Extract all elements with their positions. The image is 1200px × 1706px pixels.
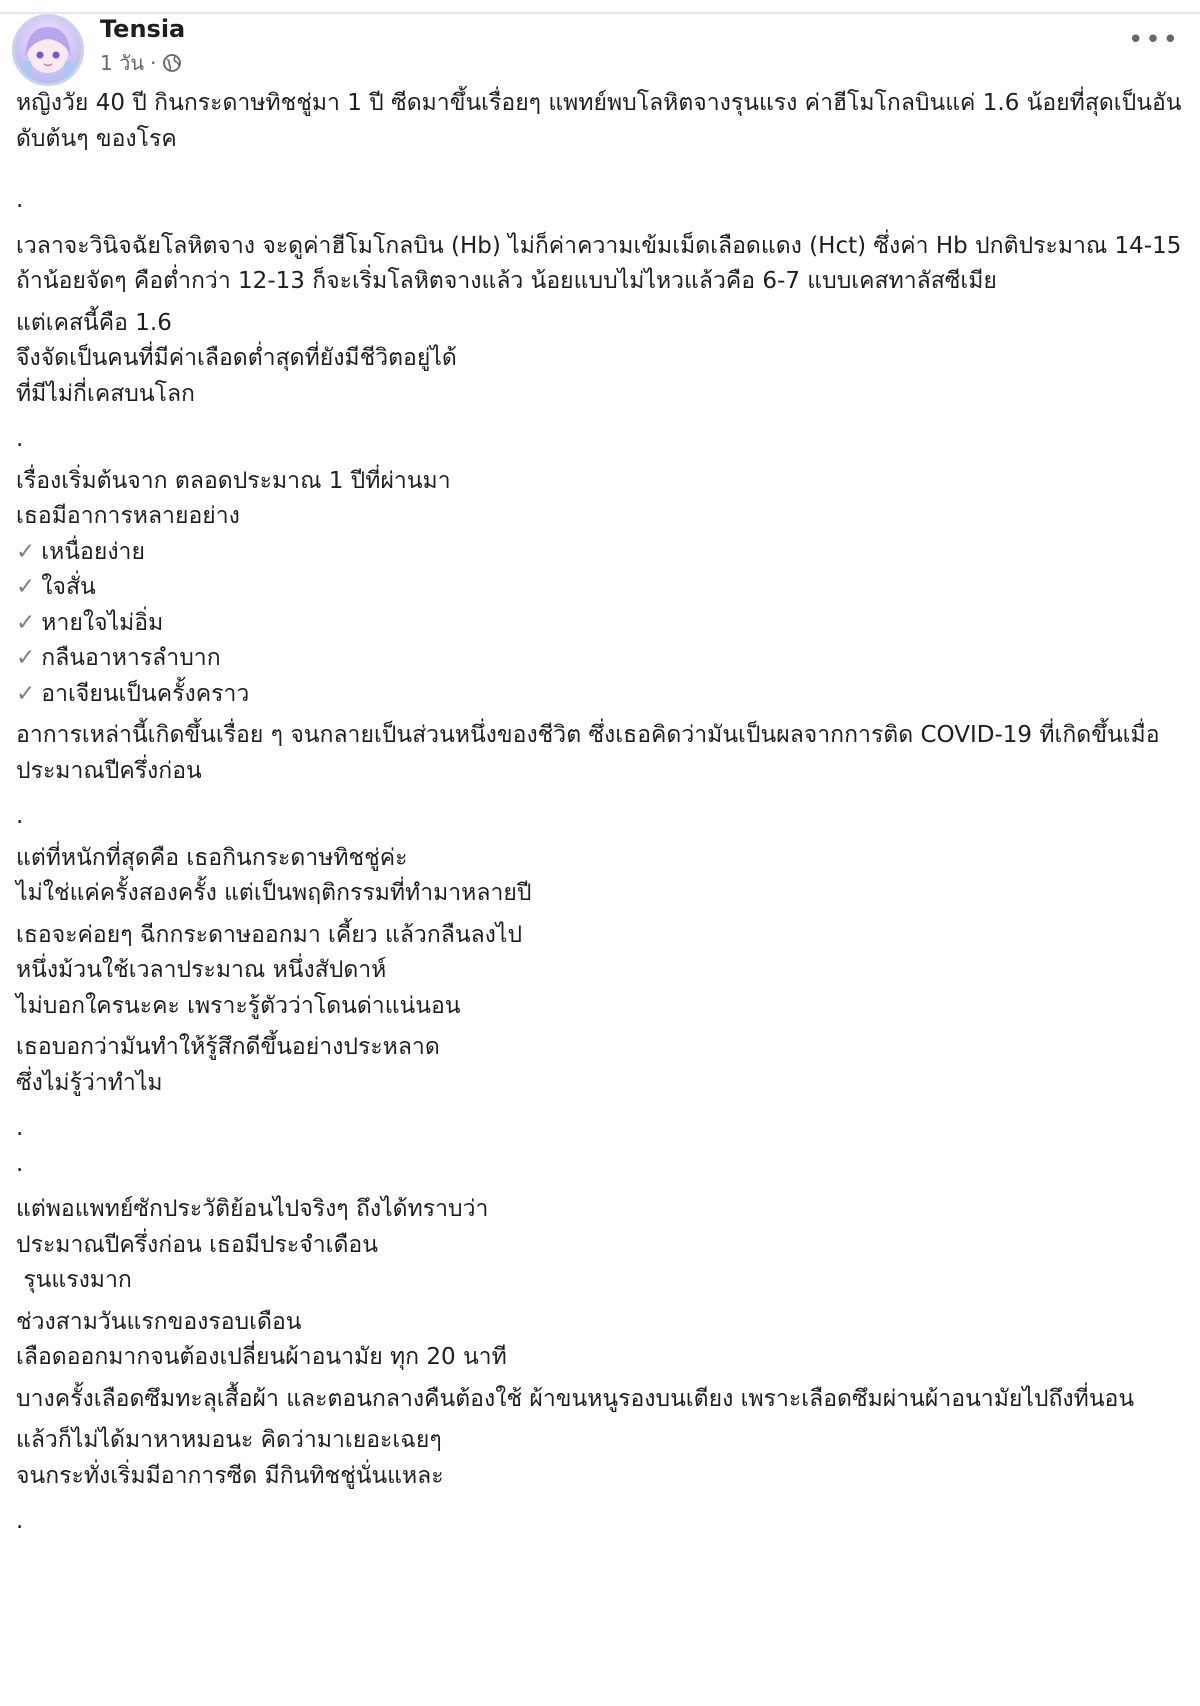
paragraph-12: แล้วก็ไม่ได้มาหาหมอนะ คิดว่ามาเยอะเฉยๆ จนกระทั่งเริ่มมีอาการซีด มีกินทิชชู่นั่นแหละ bbox=[16, 1427, 444, 1489]
post-header bbox=[12, 14, 1188, 84]
paragraph-5: อาการเหล่านี้เกิดขึ้นเรื่อย ๆ จนกลายเป็นส่วนหนึ่งของชีวิต ซึ่งเธอคิดว่ามันเป็นผลจากการติด COVID-19 ที่เกิดขึ้นเมื่อประมาณปีครึ่งก่อน bbox=[16, 722, 1160, 784]
separator-dot-6: . bbox=[16, 1508, 24, 1534]
check-mark-icon: ✓ bbox=[16, 680, 36, 707]
separator-dot-1: . bbox=[16, 187, 24, 213]
paragraph-1: หญิงวัย 40 ปี กินกระดาษทิชชู่มา 1 ปี ซีดมาขึ้นเรื่อยๆ แพทย์พบโลหิตจางรุนแรง ค่าฮีโมโกลบินแค่ 1.6 น้อยที่สุดเป็นอันดับต้นๆ ของโรค bbox=[16, 90, 1182, 152]
check-mark-icon: ✓ bbox=[16, 538, 36, 565]
paragraph-8: เธอบอกว่ามันทำให้รู้สึกดีขึ้นอย่างประหลาด ซึ่งไม่รู้ว่าทำไม bbox=[16, 1034, 440, 1096]
avatar-image bbox=[15, 17, 81, 83]
paragraph-4: เรื่องเริ่มต้นจาก ตลอดประมาณ 1 ปีที่ผ่านมา เธอมีอาการหลายอย่าง bbox=[16, 467, 451, 529]
check-mark-icon: ✓ bbox=[16, 574, 36, 600]
author-name[interactable]: Tensia bbox=[100, 15, 186, 43]
symptom-list bbox=[16, 535, 1184, 713]
symptom-text: ใจสั่น bbox=[41, 574, 96, 600]
symptom-text: หายใจไม่อิ่ม bbox=[41, 609, 164, 636]
list-item bbox=[16, 677, 1184, 713]
paragraph-11: บางครั้งเลือดซึมทะลุเสื้อผ้า และตอนกลางคืนต้องใช้ ผ้าขนหนูรองบนเตียง เพราะเลือดซึมผ่านผ้าอนามัยไปถึงที่นอน bbox=[16, 1385, 1135, 1412]
separator-dot-3: . bbox=[16, 803, 24, 829]
paragraph-3: แต่เคสนี้คือ 1.6 จึงจัดเป็นคนที่มีค่าเลือดต่ำสุดที่ยังมีชีวิตอยู่ได้ ที่มีไม่กี่เคสบนโลก bbox=[16, 309, 457, 407]
paragraph-2: เวลาจะวินิจฉัยโลหิตจาง จะดูค่าฮีโมโกลบิน (Hb) ไม่ก็ค่าความเข้มเม็ดเลือดแดง (Hct) ซึ่งค่า Hb ปกติประมาณ 14-15 ถ้าน้อยจัดๆ คือต่ำกว่า 12-13 ก็จะเริ่มโลหิตจางแล้ว น้อยแบบไม่ไหวแล้วคือ 6-7 แบบเคสทาลัสซีเมีย bbox=[16, 232, 1189, 294]
check-mark-icon: ✓ bbox=[16, 645, 36, 671]
list-item bbox=[16, 535, 1184, 571]
paragraph-6: แต่ที่หนักที่สุดคือ เธอกินกระดาษทิชชู่ค่ะ ไม่ใช่แค่ครั้งสองครั้ง แต่เป็นพฤติกรรมที่ทำมาหลายปี bbox=[16, 844, 532, 906]
separator-dot-2: . bbox=[16, 426, 24, 452]
globe-icon bbox=[162, 53, 182, 73]
symptom-text: เหนื่อยง่าย bbox=[41, 538, 145, 565]
post-time[interactable]: 1 วัน bbox=[100, 51, 144, 75]
avatar[interactable] bbox=[12, 14, 84, 86]
paragraph-9: แต่พอแพทย์ซักประวัติย้อนไปจริงๆ ถึงได้ทราบว่า ประมาณปีครึ่งก่อน เธอมีประจำเดือน รุนแรงมาก bbox=[16, 1196, 489, 1293]
more-options-icon[interactable]: ••• bbox=[1127, 25, 1180, 55]
post-content bbox=[16, 86, 1189, 1540]
symptom-text: อาเจียนเป็นครั้งคราว bbox=[41, 680, 250, 707]
separator-dot-4: . bbox=[16, 1115, 24, 1141]
list-item bbox=[16, 641, 1184, 677]
list-item bbox=[16, 606, 1184, 642]
paragraph-7: เธอจะค่อยๆ ฉีกกระดาษออกมา เคี้ยว แล้วกลืนลงไป หนึ่งม้วนใช้เวลาประมาณ หนึ่งสัปดาห์ ไม่บอกใครนะคะ เพราะรู้ตัวว่าโดนด่าแน่นอน bbox=[16, 921, 523, 1019]
check-mark-icon: ✓ bbox=[16, 609, 36, 636]
separator-dot-5: . bbox=[16, 1150, 24, 1177]
paragraph-10: ช่วงสามวันแรกของรอบเดือน เลือดออกมากจนต้องเปลี่ยนผ้าอนามัย ทุก 20 นาที bbox=[16, 1308, 507, 1370]
meta-separator: · bbox=[149, 51, 157, 75]
list-item bbox=[16, 570, 1184, 606]
symptom-text: กลืนอาหารลำบาก bbox=[41, 645, 221, 671]
post-meta bbox=[100, 50, 182, 76]
